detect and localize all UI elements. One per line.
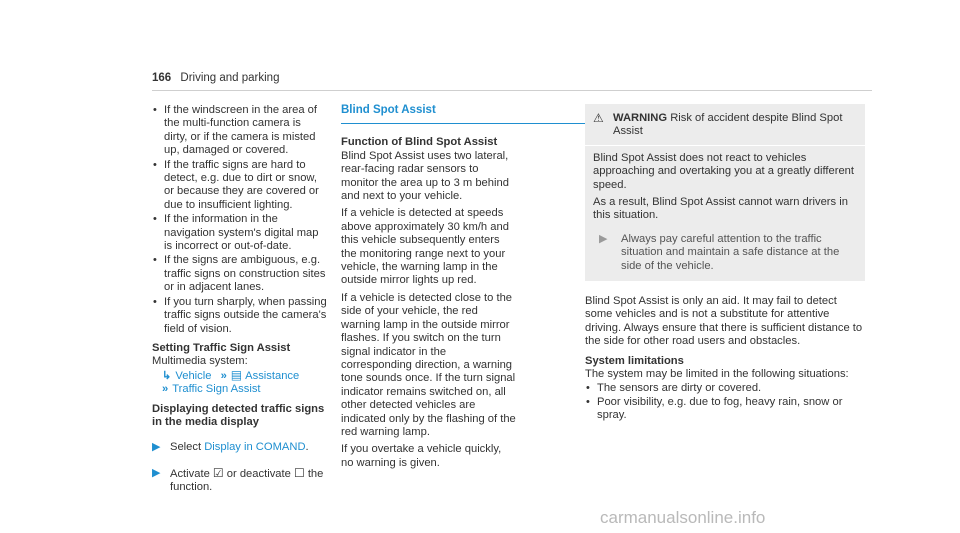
- setting-title: Setting Traffic Sign Assist: [152, 341, 291, 354]
- paragraph: If a vehicle is detected at speeds above approximately 30 km/h and this vehicle subsequently enters the monitoring range next to your vehicle, the warning lamp in the outside mirror lights up red.: [341, 207, 509, 287]
- list-item: • The sensors are dirty or covered.: [585, 382, 865, 395]
- list-item: • If the windscreen in the area of the multi-function camera is dirty, or if the camera is misted up, damaged or covered.: [152, 104, 327, 158]
- triangle-right-icon: ▶: [599, 232, 608, 245]
- list-item: • If the signs are ambiguous, e.g. traffic signs on construction sites or in adjacent lanes.: [152, 254, 327, 294]
- warning-body: [585, 146, 865, 281]
- step-punct: .: [305, 441, 309, 454]
- aid-paragraph: Blind Spot Assist is only an aid. It may fail to detect some vehicles and is not a substitute for attentive driving. Always ensure that there is sufficient distance to the side for other road users and obstacles.: [585, 295, 863, 348]
- watermark: carmanualsonline.info: [600, 508, 766, 527]
- paragraph: As a result, Blind Spot Assist cannot warn drivers in this situation.: [593, 196, 848, 222]
- double-chevron-icon: »: [162, 383, 169, 396]
- triangle-right-icon: ▶: [152, 466, 161, 479]
- section-title: Blind Spot Assist: [341, 104, 436, 116]
- double-chevron-icon: »: [220, 369, 227, 382]
- list-item: • If the information in the navigation system's digital map is incorrect or out-of-date.: [152, 213, 327, 253]
- column-middle: [341, 104, 516, 474]
- display-title: Displaying detected traffic signs in the media display: [152, 402, 325, 428]
- list-item: • If the traffic signs are hard to detect, e.g. due to dirt or snow, or because they are covered or due to insufficient lighting.: [152, 159, 327, 213]
- warning-title: Risk of accident despite Blind Spot Assist: [613, 112, 843, 138]
- limits-title: System limitations: [585, 354, 684, 367]
- paragraph: If a vehicle is detected close to the side of your vehicle, the red warning lamp in the outside mirror flashes. If you switch on the turn signal indicator in the corresponding direction, a warning tone sounds once. If the turn signal indicator remains switched on, all other detected vehicles are indicated only by the flashing of the red warning lamp.: [341, 291, 516, 438]
- path-vehicle-link[interactable]: Vehicle: [175, 369, 212, 382]
- step-text: the function.: [170, 467, 324, 494]
- car-assistance-icon: ▤: [230, 367, 243, 382]
- path-assistance-link[interactable]: Assistance: [245, 369, 300, 382]
- checkbox-checked-icon: ☑: [212, 465, 224, 480]
- menu-path: [152, 369, 327, 397]
- limits-list: [585, 382, 865, 423]
- page-header: [152, 72, 279, 84]
- warning-step: [593, 233, 857, 273]
- corner-arrow-icon: ↳: [162, 369, 172, 382]
- step-text: Activate: [170, 467, 210, 480]
- checkbox-empty-icon: ☐: [293, 465, 305, 480]
- header-divider: [152, 90, 872, 91]
- step-text: Select: [170, 441, 202, 454]
- paragraph: Blind Spot Assist does not react to vehicles approaching and overtaking you at a greatly different speed.: [593, 151, 855, 191]
- list-item: • If you turn sharply, when passing traffic signs outside the camera's field of vision.: [152, 296, 327, 336]
- camera-limits-list: [152, 104, 327, 336]
- list-item: • Poor visibility, e.g. due to fog, heavy rain, snow or spray.: [585, 396, 865, 423]
- column-right: [585, 104, 865, 424]
- function-title: Function of Blind Spot Assist: [341, 136, 498, 149]
- warning-box: [585, 104, 865, 281]
- step-select: [152, 441, 327, 454]
- display-in-comand-link[interactable]: Display in COMAND: [204, 441, 306, 454]
- section-name: Driving and parking: [180, 72, 280, 84]
- warning-triangle-icon: ⚠: [593, 111, 604, 125]
- section-divider: [341, 123, 595, 124]
- column-left: [152, 104, 327, 495]
- paragraph: Blind Spot Assist uses two lateral, rear-facing radar sensors to monitor the area up to 3 m behind and next to your vehicle.: [341, 149, 509, 203]
- paragraph: If you overtake a vehicle quickly, no warning is given.: [341, 443, 502, 469]
- warning-label: WARNING: [613, 112, 668, 124]
- multimedia-label: Multimedia system:: [152, 355, 248, 368]
- limits-intro: The system may be limited in the following situations:: [585, 368, 849, 381]
- step-activate: [152, 467, 327, 495]
- step-text: or deactivate: [226, 467, 291, 480]
- triangle-right-icon: ▶: [152, 441, 161, 454]
- step-text: Always pay careful attention to the traffic situation and maintain a safe distance at the side of the vehicle.: [621, 232, 840, 272]
- warning-header: [585, 104, 865, 146]
- page-number: 166: [152, 72, 172, 84]
- path-traffic-sign-assist-link[interactable]: Traffic Sign Assist: [172, 383, 261, 396]
